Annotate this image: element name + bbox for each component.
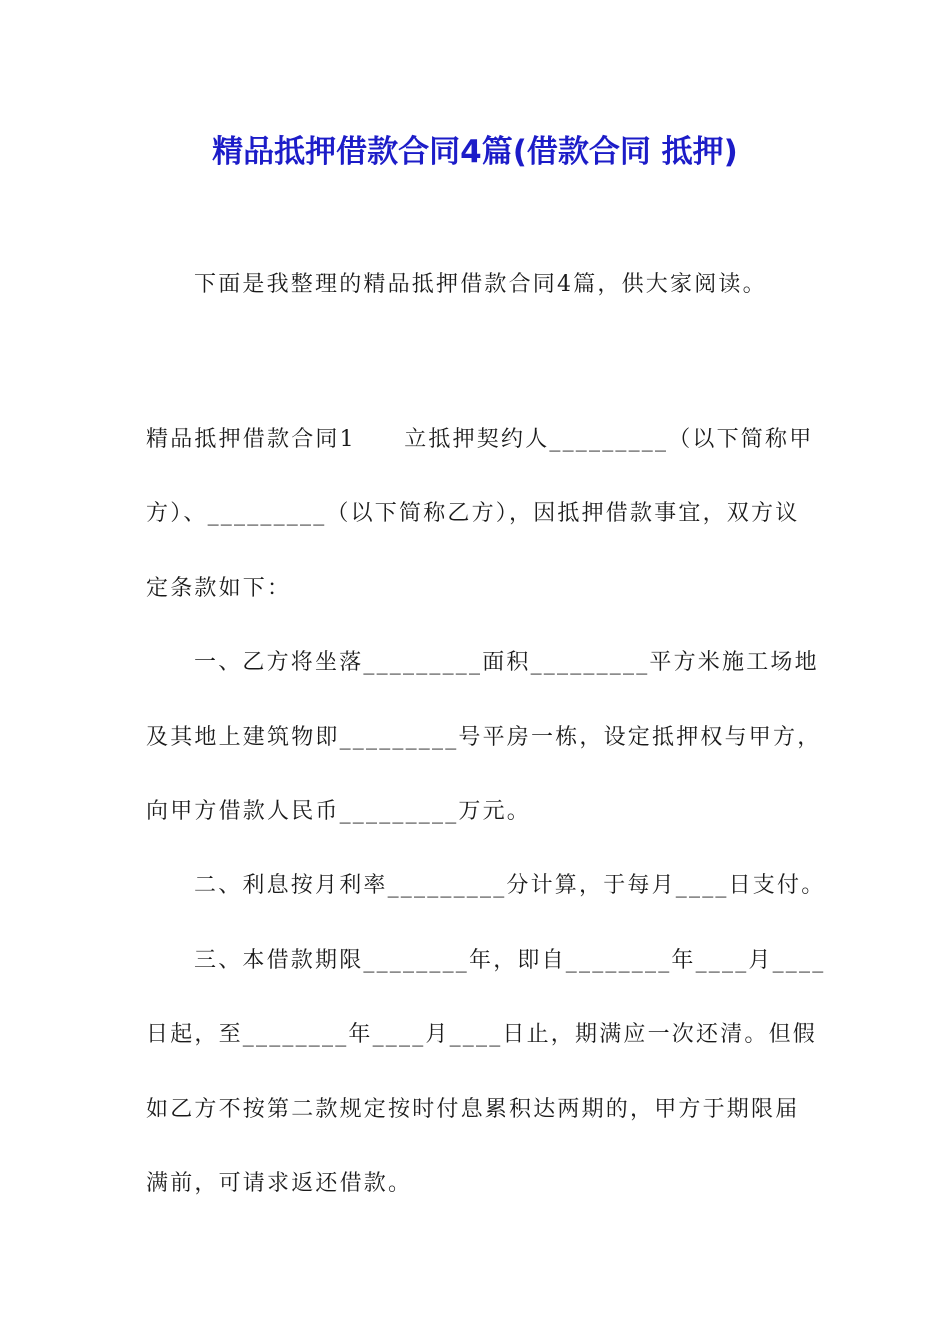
contract-line: 精品抵押借款合同1 立抵押契约人_________（以下简称甲 — [146, 427, 814, 452]
contract-line: 日起，至________年____月____日止，期满应一次还清。但假 — [146, 1022, 818, 1048]
contract-body — [146, 420, 826, 1238]
contract-line: 及其地上建筑物即_________号平房一栋，设定抵押权与甲方， — [146, 724, 822, 750]
clause-three-line: 三、本借款期限________年，即自________年____月____ — [194, 947, 826, 973]
contract-line: 向甲方借款人民币_________万元。 — [146, 798, 532, 824]
document-title: 精品抵押借款合同4篇(借款合同 抵押) — [212, 134, 738, 170]
clause-two-line: 二、利息按月利率_________分计算，于每月____日支付。 — [194, 873, 826, 899]
clause-one-line: 一、乙方将坐落_________面积_________平方米施工场地 — [194, 650, 819, 676]
contract-line: 满前，可请求返还借款。 — [146, 1170, 413, 1196]
contract-line: 方）、_________（以下简称乙方），因抵押借款事宜，双方议 — [146, 501, 800, 527]
intro-paragraph: 下面是我整理的精品抵押借款合同4篇，供大家阅读。 — [194, 272, 767, 297]
contract-line: 如乙方不按第二款规定按时付息累积达两期的，甲方于期限届 — [146, 1096, 800, 1122]
contract-line: 定条款如下： — [146, 575, 292, 601]
